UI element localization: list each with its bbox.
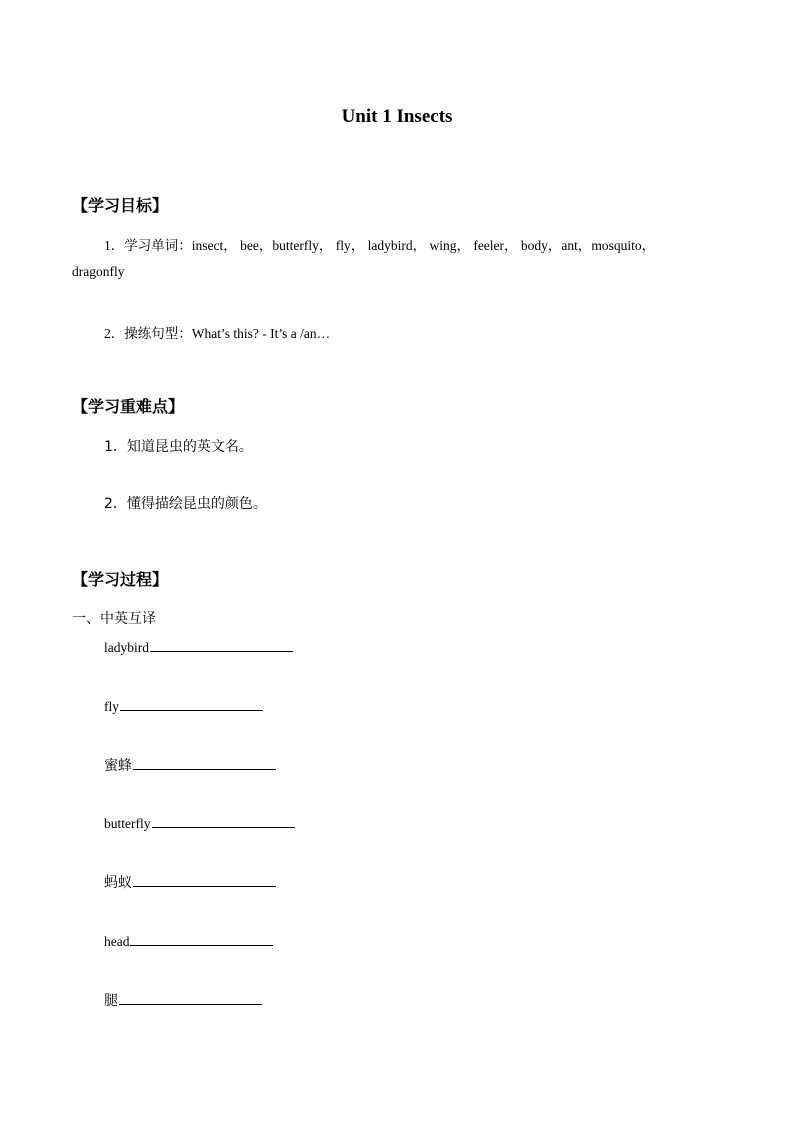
objectives-item-1-continuation: dragonfly [72, 264, 125, 279]
answer-blank[interactable] [152, 815, 295, 828]
objectives-item-1 [104, 234, 655, 254]
translation-word: ladybird [104, 640, 149, 655]
translation-word: 蚂蚁 [104, 875, 132, 891]
answer-blank[interactable] [119, 992, 262, 1005]
translation-word: butterfly [104, 816, 151, 831]
answer-blank[interactable] [133, 757, 276, 770]
translation-item [104, 639, 293, 656]
key-points-heading: 【学习重难点】 [72, 397, 185, 416]
translation-item [104, 990, 262, 1010]
translation-item [104, 755, 276, 775]
answer-blank[interactable] [120, 698, 263, 711]
key-points-item-2: 2．懂得描绘昆虫的颜色。 [104, 496, 267, 512]
translation-word: head [104, 934, 130, 949]
translation-item [104, 933, 273, 950]
section-translation-title: 一、中英互译 [72, 611, 156, 627]
translation-item [104, 815, 295, 832]
translation-word: 腿 [104, 993, 118, 1009]
translation-item [104, 698, 263, 715]
objectives-item-1-text: 1．学习单词：insect， bee，butterfly， fly， ladybird， wing， feeler， body，ant，mosquito， [104, 238, 656, 253]
process-heading: 【学习过程】 [72, 570, 169, 589]
translation-item [104, 872, 276, 892]
answer-blank[interactable] [130, 933, 273, 946]
objectives-item-2: 2．操练句型：What’s this? - It’s a /an… [104, 326, 331, 341]
page-title: Unit 1 Insects [341, 106, 453, 127]
objectives-heading: 【学习目标】 [72, 196, 169, 215]
answer-blank[interactable] [133, 874, 276, 887]
translation-word: 蜜蜂 [104, 758, 132, 774]
answer-blank[interactable] [150, 639, 293, 652]
translation-word: fly [104, 699, 119, 714]
key-points-item-1: 1．知道昆虫的英文名。 [104, 439, 253, 455]
